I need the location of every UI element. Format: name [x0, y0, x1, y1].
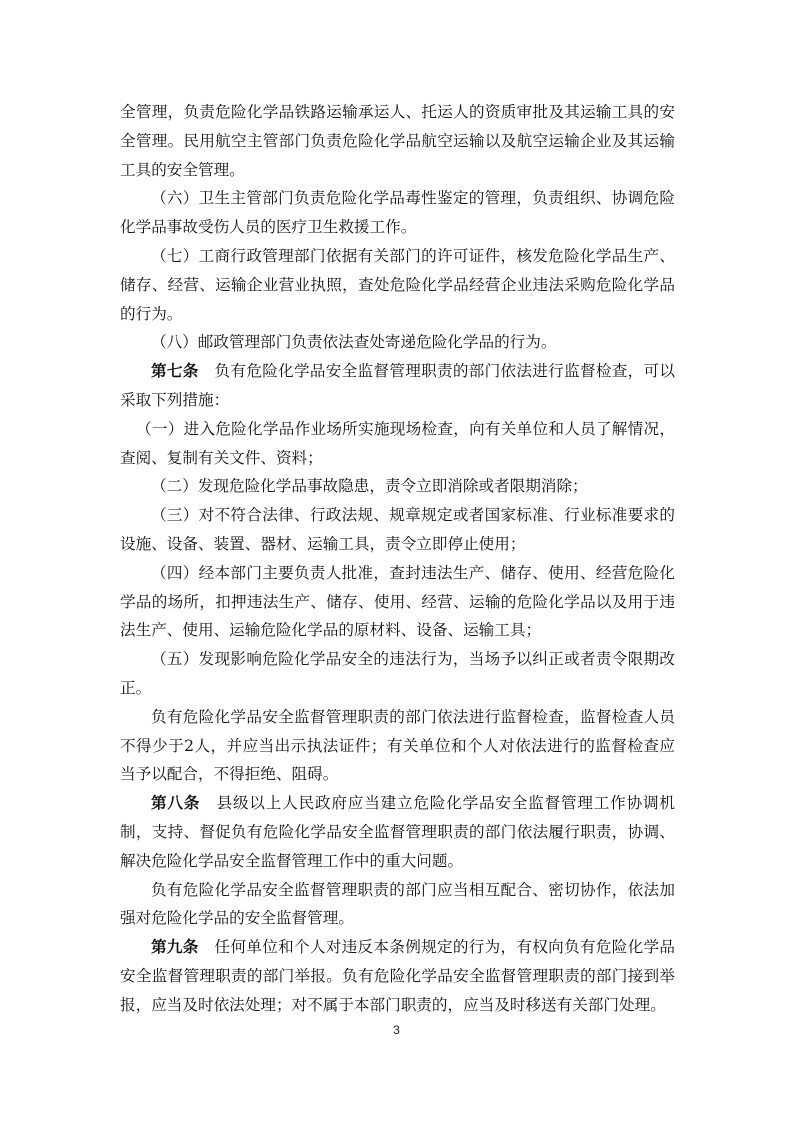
paragraph-text: （二）发现危险化学品事故隐患，责令立即消除或者限期消除；	[151, 477, 588, 496]
article-number: 第八条	[151, 794, 201, 813]
article-7	[120, 357, 675, 415]
page-body	[120, 98, 675, 1020]
article-number: 第七条	[151, 362, 199, 381]
paragraph-item-2	[120, 472, 675, 501]
page-number: 3	[393, 1023, 400, 1037]
paragraph-item-8	[120, 328, 675, 357]
paragraph-text: 全管理，负责危险化学品铁路运输承运人、托运人的资质审批及其运输工具的安全管理。民用航空主管部门负责危险化学品航空运输以及航空运输企业及其运输工具的安全管理。	[120, 103, 675, 179]
paragraph-item-4	[120, 559, 675, 645]
article-number: 第九条	[151, 938, 199, 957]
article-8	[120, 789, 675, 875]
paragraph-item-5	[120, 645, 675, 703]
paragraph-continued	[120, 98, 675, 184]
paragraph-text: 负有危险化学品安全监督管理职责的部门依法进行监督检查，监督检查人员不得少于2人，并应当出示执法证件；有关单位和个人对依法进行的监督检查应当予以配合，不得拒绝、阻碍。	[120, 707, 675, 784]
paragraph-text: （一）进入危险化学品作业场所实施现场检查，向有关单位和人员了解情况，查阅、复制有关文件、资料；	[120, 419, 675, 467]
paragraph-text: （四）经本部门主要负责人批准，查封违法生产、储存、使用、经营危险化学品的场所，扣押违法生产、储存、使用、经营、运输的危险化学品以及用于违法生产、使用、运输危险化学品的原材料、设备、运输工具；	[120, 563, 675, 640]
paragraph-text: 县级以上人民政府应当建立危险化学品安全监督管理工作协调机制，支持、督促负有危险化学品安全监督管理职责的部门依法履行职责，协调、解决危险化学品安全监督管理工作中的重大问题。	[120, 794, 675, 870]
paragraph-text: （五）发现影响危险化学品安全的违法行为，当场予以纠正或者责令限期改正。	[120, 650, 675, 697]
paragraph-text: （三）对不符合法律、行政法规、规章规定或者国家标准、行业标准要求的设施、设备、装置、器材、运输工具，责令立即停止使用；	[120, 506, 675, 553]
paragraph-text: （六）卫生主管部门负责危险化学品毒性鉴定的管理，负责组织、协调危险化学品事故受伤人员的医疗卫生救援工作。	[120, 189, 675, 237]
paragraph-item-6	[120, 184, 675, 242]
paragraph-text: （七）工商行政管理部门依据有关部门的许可证件，核发危险化学品生产、储存、经营、运输企业营业执照，查处危险化学品经营企业违法采购危险化学品的行为。	[120, 246, 675, 323]
paragraph-text: 任何单位和个人对违反本条例规定的行为，有权向负有危险化学品安全监督管理职责的部门举报。负有危险化学品安全监督管理职责的部门接到举报，应当及时依法处理；对不属于本部门职责的，应当及时移送有关部门处理。	[120, 938, 675, 1014]
paragraph-cooperation	[120, 876, 675, 934]
paragraph-text: （八）邮政管理部门负责依法查处寄递危险化学品的行为。	[151, 333, 557, 352]
paragraph-text: 负有危险化学品安全监督管理职责的部门应当相互配合、密切协作，依法加强对危险化学品的安全监督管理。	[120, 880, 675, 928]
paragraph-item-1	[120, 415, 675, 473]
paragraph-item-3	[120, 501, 675, 559]
paragraph-inspection	[120, 703, 675, 789]
paragraph-text: 负有危险化学品安全监督管理职责的部门依法进行监督检查，可以采取下列措施：	[120, 362, 675, 409]
article-9	[120, 933, 675, 1019]
paragraph-item-7	[120, 242, 675, 328]
